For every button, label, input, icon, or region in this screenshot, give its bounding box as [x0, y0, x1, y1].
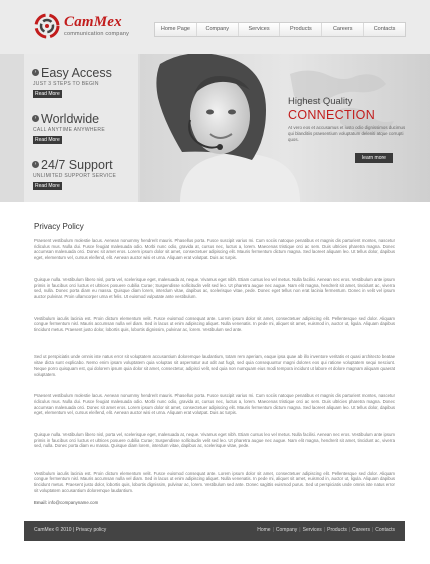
footer-link-company[interactable]: Company: [275, 527, 298, 533]
paragraph: Vestibulum iaculis lacinia est. Proin dictum elementum velit. Fusce euismod consequat ante. Lorem ipsum dolor sit amet, consectetuer adipiscing elit. Pellentesque sed dolor. Aliquam congue fermentum nisl. Mauris accumsan nulla vel diam. Sed in lacus ut enim adipiscing aliquet. Nulla venenatis. In pede mi, aliquet sit amet, euismod in, auctor ut, ligula. Aliquam dapibus tincidunt metus. Praesent justo dolor, lobortis quis, lobortis dignissim, pulvinar ac, lorem. Vestibulum sed ante. Donec sagittis euismod purus. Sed ut perspiciatis unde omnis iste natus error sit voluptatem accusantium doloremque laudantium.: [34, 470, 395, 493]
promo-title: Worldwide: [41, 112, 100, 126]
email-link[interactable]: info@companyname.com: [48, 500, 99, 505]
paragraph: Vestibulum iaculis lacinia est. Proin dictum elementum velit. Fusce euismod consequat ante. Lorem ipsum dolor sit amet, consectetuer adipiscing elit. Pellentesque sed dolor. Aliquam congue fermentum nisl. Mauris accumsan nulla vel diam. Sed in lacus ut enim adipiscing aliquet. Nulla venenatis. In pede mi, aliquet sit amet, euismod in, auctor ut, ligula. Aliquam dapibus tincidunt metus. Praesent justo dolor, lobortis quis, lobortis dignissim, pulvinar ac, lorem. Vestibulum sed ante.: [34, 315, 395, 332]
arrow-bullet-icon: ›: [32, 115, 39, 122]
paragraph: Praesent vestibulum molestie lacus. Aenean nonummy hendrerit mauris. Phasellus porta. Fusce suscipit varius mi. Cum sociis natoque penatibus et magnis dis parturient montes, nascetur ridiculus mus. Nulla dui. Fusce feugiat malesuada odio. Morbi nunc odio, gravida at, cursus nec, luctus a, lorem. Maecenas tristique orci ac sem. Duis ultricies pharetra magna. Donec accumsan malesuada orci. Donec sit amet eros. Lorem ipsum dolor sit amet, consectetuer adipiscing elit. Mauris fermentum dictum magna. Sed laoreet aliquam leo. Ut tellus dolor, dapibus eget, elementum vel, cursus eleifend, elit. Aenean auctor wisi et urna. Aliquam erat volutpat. Duis ac turpis.: [34, 393, 395, 416]
highlight-heading: Highest Quality: [288, 96, 353, 107]
site-header: [0, 0, 430, 54]
highlight-text: At vero eos et accusamus et iusto odio dignissimos ducimus qui blanditiis praesentium voluptatum deleniti atque corrupti quos.: [288, 125, 406, 142]
page-title: Privacy Policy: [34, 222, 84, 231]
nav-item-careers[interactable]: Careers: [321, 23, 363, 36]
logo-name: CamMex: [64, 14, 122, 30]
hero-banner: [0, 54, 430, 202]
paragraph: Sed ut perspiciatis unde omnis iste natus error sit voluptatem accusantium doloremque laudantium, totam rem aperiam, eaque ipsa quae ab illo inventore veritatis et quasi architecto beatae vitae dicta sunt explicabo. Nemo enim ipsam voluptatem quia voluptas sit aspernatur aut odit aut fugit, sed quia consequuntur magni dolores eos qui ratione voluptatem sequi nesciunt. Neque porro quisquam est, qui dolorem ipsum quia dolor sit amet, consectetur, adipisci velit, sed quia non numquam eius modi tempora incidunt ut labore et dolore magnam aliquam quaerat voluptatem.: [34, 354, 395, 377]
logo[interactable]: [34, 13, 144, 45]
promo-subtitle: UNLIMITED SUPPORT SERVICE: [33, 173, 117, 179]
feature-panel: [24, 54, 138, 202]
paragraph: Quisque nulla. Vestibulum libero nisl, porta vel, scelerisque eget, malesuada at, neque. Vivamus eget nibh. Etiam cursus leo vel metus. Nulla facilisi. Aenean nec eros. Vestibulum ante ipsum primis in faucibus orci luctus et ultrices posuere cubilia Curae; Suspendisse sollicitudin velit sed leo. Ut pharetra augue nec augue. Nam elit magna, hendrerit sit amet, tincidunt ac, viverra sed, nulla. Donec porta diam eu massa. Quisque diam lorem, interdum vitae, dapibus ac, scelerisque vitae, pede.: [34, 431, 395, 449]
logo-swirl-icon: [34, 13, 60, 39]
promo-subtitle: CALL ANYTIME ANYWHERE: [33, 127, 105, 133]
footer-link-careers[interactable]: Careers: [352, 527, 370, 533]
footer-copyright: CamMex © 2010 | Privacy policy: [34, 527, 107, 533]
learn-more-button[interactable]: learn more: [355, 153, 393, 163]
arrow-bullet-icon: ›: [32, 69, 39, 76]
email-label: Email:: [34, 500, 48, 505]
footer-link-home[interactable]: Home: [257, 527, 271, 533]
highlight-accent-heading: CONNECTION: [288, 108, 376, 122]
read-more-button[interactable]: Read More: [35, 91, 60, 97]
paragraph: Praesent vestibulum molestie lacus. Aenean nonummy hendrerit mauris. Phasellus porta. Fusce suscipit varius mi. Cum sociis natoque penatibus et magnis dis parturient montes, nascetur ridiculus mus. Nulla dui. Fusce feugiat malesuada odio. Morbi nunc odio, gravida at, cursus nec, luctus a, lorem. Maecenas tristique orci ac sem. Duis ultricies pharetra magna. Donec accumsan malesuada orci. Donec sit amet eros. Lorem ipsum dolor sit amet, consectetuer adipiscing elit. Mauris fermentum dictum magna. Sed laoreet aliquam leo. Ut tellus dolor, dapibus eget, elementum vel, cursus eleifend, elit. Aenean auctor wisi et urna. Aliquam erat volutpat. Duis ac turpis.: [34, 238, 395, 261]
site-footer: [24, 521, 405, 541]
nav-item-company[interactable]: Company: [196, 23, 238, 36]
main-content: [24, 206, 405, 510]
nav-item-products[interactable]: Products: [279, 23, 321, 36]
promo-title: Easy Access: [41, 66, 112, 80]
contact-email-line: [34, 500, 98, 505]
nav-item-home[interactable]: Home Page: [155, 23, 196, 36]
policy-text: [34, 238, 395, 510]
nav-item-services[interactable]: Services: [238, 23, 280, 36]
highlight-block: [288, 96, 428, 143]
footer-link-contacts[interactable]: Contacts: [375, 527, 395, 533]
logo-tagline: communication company: [64, 31, 130, 37]
paragraph: Quisque nulla. Vestibulum libero nisl, porta vel, scelerisque eget, malesuada at, neque. Vivamus eget nibh. Etiam cursus leo vel metus. Nulla facilisi. Aenean nec eros. Vestibulum ante ipsum primis in faucibus orci luctus et ultrices posuere cubilia Curae; Suspendisse sollicitudin velit sed leo. Ut pharetra augue nec augue. Nam elit magna, hendrerit sit amet, tincidunt ac, viverra sed, nulla. Donec porta diam eu massa. Quisque diam lorem, interdum vitae, dapibus ac, scelerisque vitae, pede. Donec eget tellus non erat lacinia fermentum. Donec in velit vel ipsum auctor pulvinar. Proin ullamcorper urna et felis. Ut euismod vulputate ante vestibulum.: [34, 276, 395, 299]
arrow-bullet-icon: ›: [32, 161, 39, 168]
promo-subtitle: JUST 3 STEPS TO BEGIN: [33, 81, 99, 87]
read-more-button[interactable]: Read More: [35, 137, 60, 143]
footer-links: Home | Company | Services | Products | Careers | Contacts: [257, 527, 395, 533]
nav-item-contacts[interactable]: Contacts: [363, 23, 405, 36]
footer-link-products[interactable]: Products: [327, 527, 347, 533]
read-more-button[interactable]: Read More: [35, 183, 60, 189]
main-nav: [154, 22, 406, 37]
footer-link-services[interactable]: Services: [302, 527, 322, 533]
promo-title: 24/7 Support: [41, 158, 113, 172]
